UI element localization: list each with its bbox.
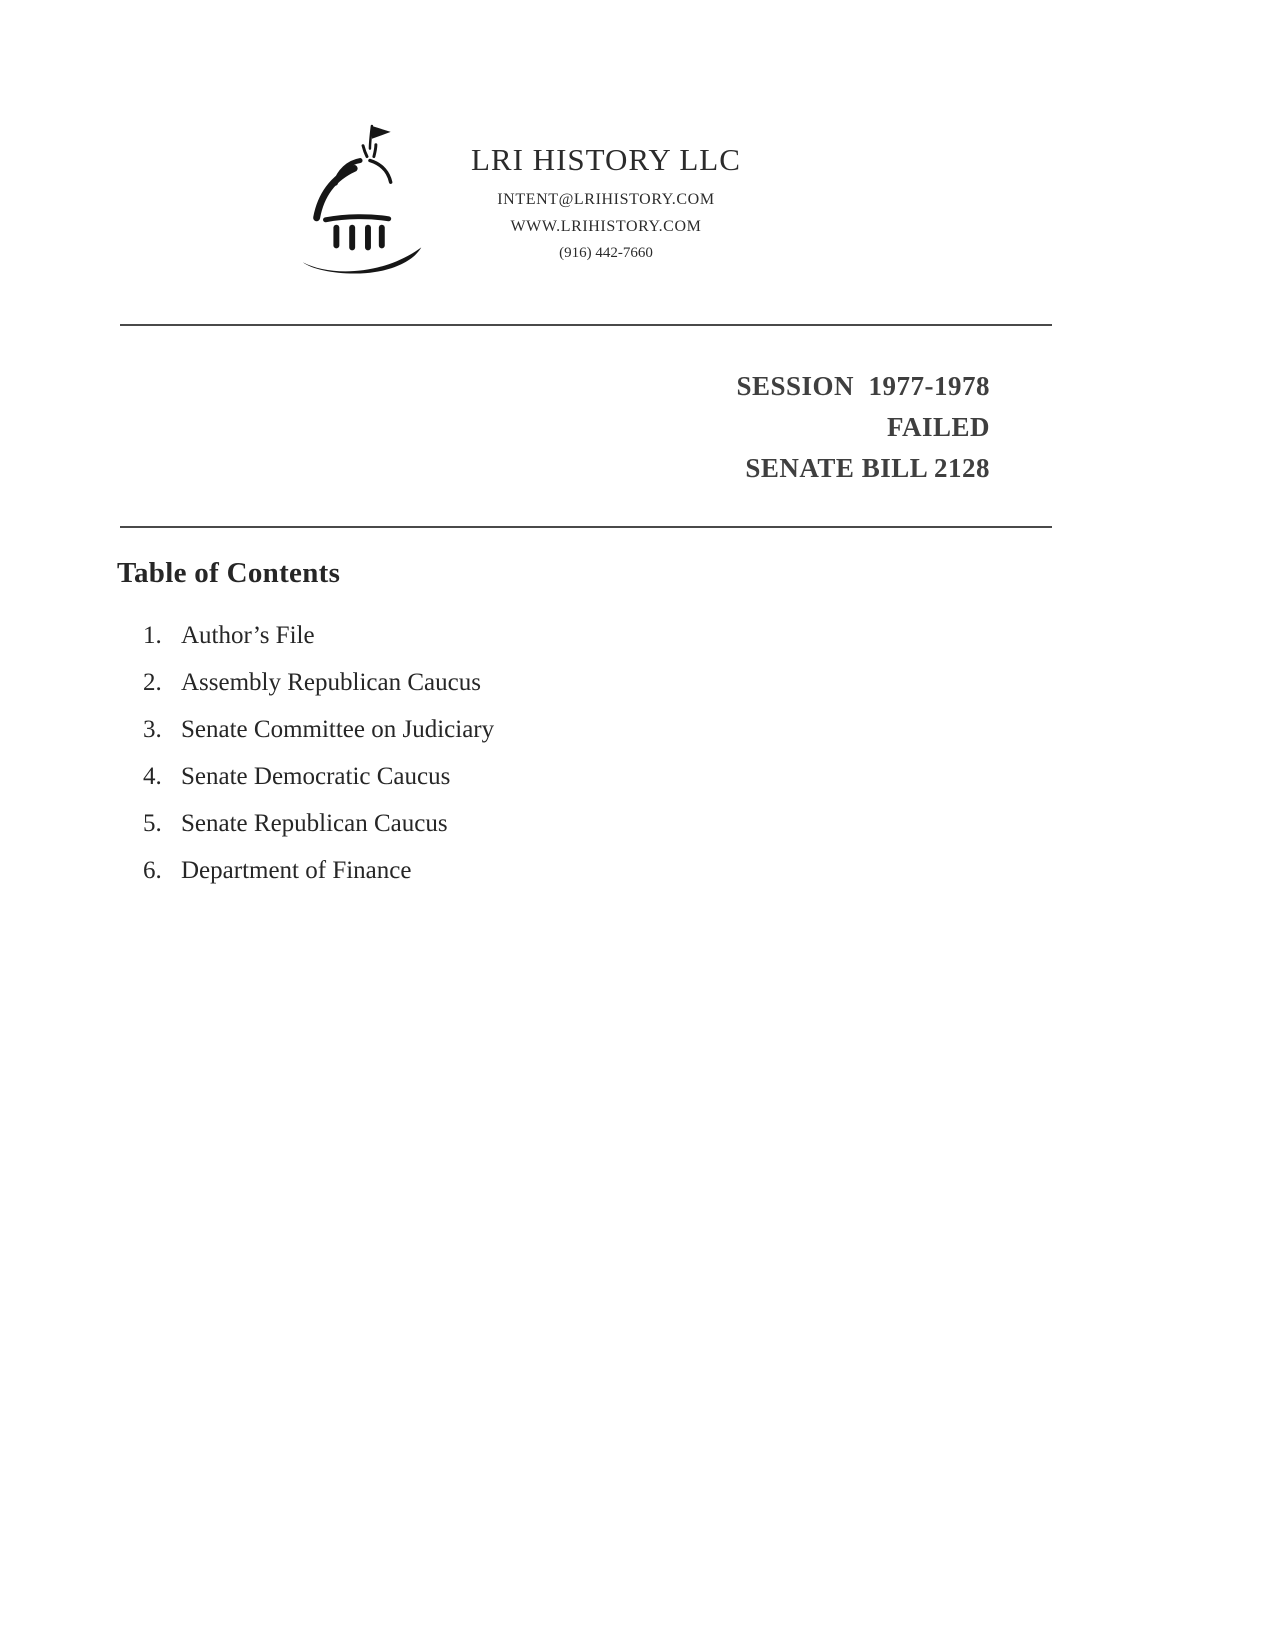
toc-item-number: 3. [143, 716, 162, 743]
company-name: LRI HISTORY LLC [471, 142, 741, 177]
toc-item-number: 6. [143, 857, 162, 884]
session-block [736, 366, 990, 489]
toc-item-number: 2. [143, 669, 162, 696]
toc-item-number: 1. [143, 622, 162, 649]
toc-item-label: Department of Finance [181, 857, 412, 884]
toc-item-number: 4. [143, 763, 162, 790]
toc-item [143, 716, 494, 744]
toc-item [143, 669, 494, 697]
toc-item [143, 810, 494, 838]
divider-bottom [120, 526, 1052, 528]
toc-item-label: Author’s File [181, 622, 315, 649]
capitol-dome-icon [295, 122, 437, 280]
toc-item [143, 763, 494, 791]
toc-item-label: Assembly Republican Caucus [181, 669, 481, 696]
phone-text: (916) 442-7660 [559, 245, 653, 261]
letterhead-text [471, 122, 741, 262]
email-text: INTENT@LRIHISTORY.COM [497, 191, 715, 208]
website-text: WWW.LRIHISTORY.COM [510, 218, 702, 235]
status-line: FAILED [886, 412, 990, 442]
toc-item-label: Senate Committee on Judiciary [181, 716, 495, 743]
toc-list [143, 622, 494, 904]
divider-top [120, 324, 1052, 326]
bill-line: SENATE BILL 2128 [745, 453, 990, 483]
toc-item-label: Senate Republican Caucus [181, 810, 448, 837]
letterhead [295, 122, 741, 280]
toc-item [143, 622, 494, 650]
toc-title: Table of Contents [117, 557, 341, 589]
session-line: SESSION 1977-1978 [736, 371, 990, 401]
toc-item [143, 857, 494, 885]
toc-item-label: Senate Democratic Caucus [181, 763, 451, 790]
toc-item-number: 5. [143, 810, 162, 837]
